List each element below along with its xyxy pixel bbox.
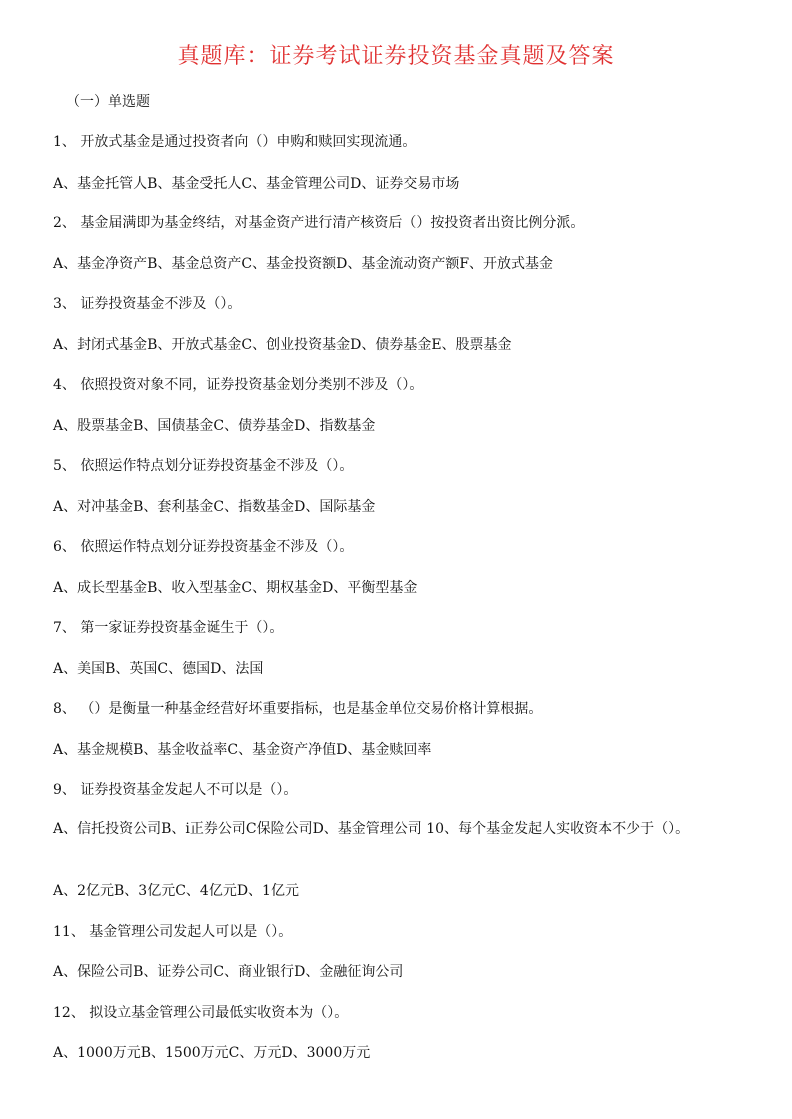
question-3: 3、 证券投资基金不涉及（）。 <box>53 296 242 312</box>
options-2: A、基金净资产B、基金总资产C、基金投资额D、基金流动资产额F、开放式基金 <box>53 256 554 272</box>
options-1: A、基金托管人B、基金受托人C、基金管理公司D、证券交易市场 <box>53 176 460 192</box>
document-title: 真题库：证券考试证券投资基金真题及答案 <box>177 44 615 69</box>
options-12: A、1000万元B、1500万元C、万元D、3000万元 <box>53 1045 371 1061</box>
options-6: A、成长型基金B、收入型基金C、期权基金D、平衡型基金 <box>53 580 418 596</box>
question-11: 11、 基金管理公司发起人可以是（）。 <box>53 924 293 940</box>
options-9-question-10: A、信托投资公司B、i正券公司C保险公司D、基金管理公司 10、每个基金发起人实收资本不少于（）。 <box>53 821 690 837</box>
question-12: 12、 拟设立基金管理公司最低实收资本为（）。 <box>53 1005 349 1021</box>
question-9: 9、 证券投资基金发起人不可以是（）。 <box>53 782 298 798</box>
options-7: A、美国B、英国C、德国D、法国 <box>53 661 264 677</box>
options-11: A、保险公司B、证券公司C、商业银行D、金融征询公司 <box>53 964 404 980</box>
question-1: 1、 开放式基金是通过投资者向（）申购和赎回实现流通。 <box>53 134 417 150</box>
options-5: A、对冲基金B、套利基金C、指数基金D、国际基金 <box>53 499 376 515</box>
question-6: 6、 依照运作特点划分证券投资基金不涉及（）。 <box>53 539 354 555</box>
section-heading: （一）单选题 <box>66 94 150 110</box>
question-2: 2、 基金届满即为基金终结，对基金资产进行清产核资后（）按投资者出资比例分派。 <box>53 215 585 231</box>
question-5: 5、 依照运作特点划分证券投资基金不涉及（）。 <box>53 458 354 474</box>
question-4: 4、 依照投资对象不同，证券投资基金划分类别不涉及（）。 <box>53 377 424 393</box>
options-4: A、股票基金B、国债基金C、债券基金D、指数基金 <box>53 418 376 434</box>
options-8: A、基金规模B、基金收益率C、基金资产净值D、基金赎回率 <box>53 742 432 758</box>
options-10: A、2亿元B、3亿元C、4亿元D、1亿元 <box>53 883 299 899</box>
options-3: A、封闭式基金B、开放式基金C、创业投资基金D、债券基金E、股票基金 <box>53 337 512 353</box>
question-7: 7、 第一家证券投资基金诞生于（）。 <box>53 620 284 636</box>
question-8: 8、 （）是衡量一种基金经营好坏重要指标，也是基金单位交易价格计算根据。 <box>53 701 543 717</box>
